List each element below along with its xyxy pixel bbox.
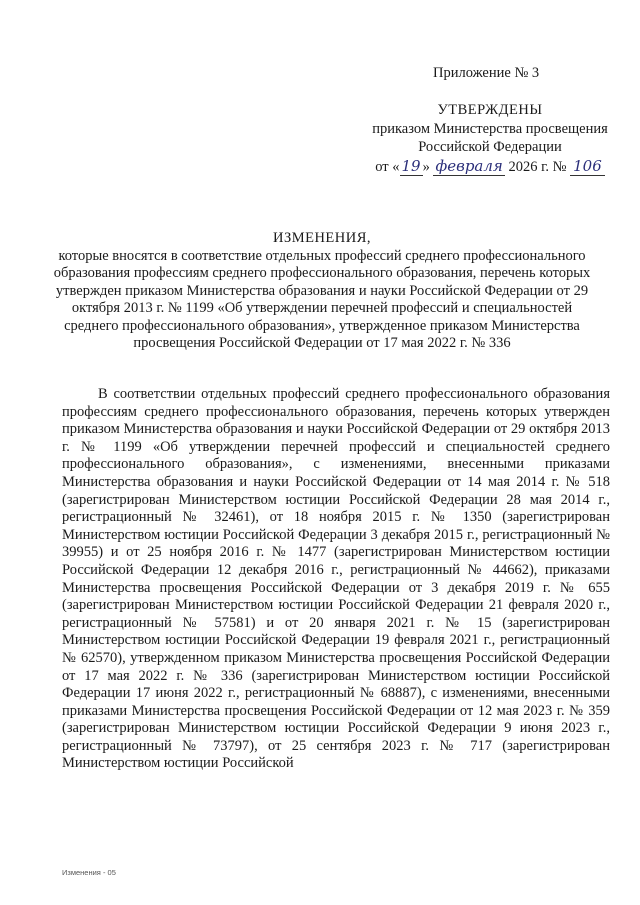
approval-title: УТВЕРЖДЕНЫ bbox=[437, 102, 543, 118]
footer-note: Изменения - 05 bbox=[62, 868, 116, 877]
handwritten-order-number: 106 bbox=[570, 157, 605, 177]
approval-line-ministry: приказом Министерства просвещения bbox=[372, 120, 608, 137]
approval-line-federation: Российской Федерации bbox=[418, 139, 562, 155]
date-prefix: от « bbox=[375, 158, 400, 175]
date-quote-close: » bbox=[422, 158, 430, 175]
document-heading bbox=[52, 230, 592, 353]
approval-date-line bbox=[360, 157, 620, 177]
handwritten-month: февраля bbox=[435, 156, 503, 175]
body-paragraph: В соответствии отдельных профессий среднего профессионального образования профессиям среднего профессионального образования, перечень которых утвержден приказом Министерства образования и науки Российской Федерации от 29 октября 2013 г. № 1199 «Об утверждении перечней профессий и специальностей среднего профессионального образования», с изменениями, внесенными приказами Министерства образования и науки Российской Федерации от 14 мая 2014 г. № 518 (зарегистрирован Министерством юстиции Российской Федерации 28 мая 2014 г., регистрационный № 32461), от 18 ноября 2015 г. № 1350 (зарегистрирован Министерством юстиции Российской Федерации 3 декабря 2015 г., регистрационный № 39955) и от 25 ноября 2016 г. № 1477 (зарегистрирован Министерством юстиции Российской Федерации 12 декабря 2016 г., регистрационный № 44662), приказами Министерства просвещения Российской Федерации от 3 декабря 2019 г. № 655 (зарегистрирован Министерством юстиции Российской Федерации 21 февраля 2020 г., регистрационный № 57581) и от 20 января 2021 г. № 15 (зарегистрирован Министерством юстиции Российской Федерации 19 февраля 2021 г., регистрационный № 62570), утвержденном приказом Министерства просвещения Российской Федерации от 17 мая 2022 г. № 336 (зарегистрирован Министерством юстиции Российской Федерации 17 июня 2022 г., регистрационный № 68887), с изменениями, внесенными приказами Министерства просвещения Российской Федерации от 12 мая 2023 г. № 359 (зарегистрирован Министерством юстиции Российской Федерации 9 июня 2023 г., регистрационный № 73797), от 25 сентября 2023 г. № 717 (зарегистрирован Министерством юстиции Российской bbox=[62, 386, 610, 772]
heading-title: ИЗМЕНЕНИЯ, bbox=[272, 230, 372, 246]
year-label: 2026 г. № bbox=[508, 158, 567, 175]
heading-subtitle: которые вносятся в соответствие отдельных профессий среднего профессионального образования профессиям среднего профессионального образования, перечень которых утвержден приказом Министерства образования и науки Российской Федерации от 29 октября 2013 г. № 1199 «Об утверждении перечней профессий и специальностей среднего профессионального образования», утвержденное приказом Министерства просвещения Российской Федерации от 17 мая 2022 г. № 336 bbox=[53, 247, 591, 351]
handwritten-day: 19 bbox=[401, 156, 421, 175]
approval-stamp bbox=[360, 101, 620, 176]
appendix-label: Приложение № 3 bbox=[433, 65, 540, 81]
